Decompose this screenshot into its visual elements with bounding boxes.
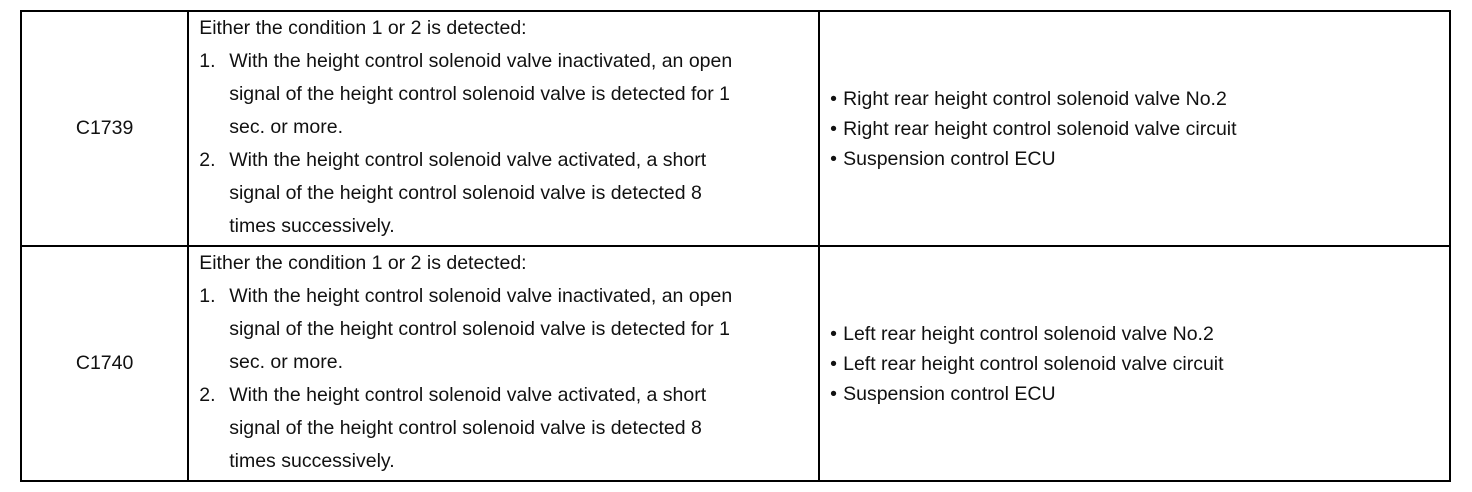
trouble-area-item — [830, 319, 1449, 349]
condition-item — [199, 379, 818, 478]
trouble-area-text: Suspension control ECU — [843, 147, 1056, 170]
condition-number: 1. — [199, 50, 216, 72]
dtc-code: C1740 — [75, 352, 134, 374]
table-row — [21, 246, 1450, 481]
trouble-area-item — [830, 349, 1449, 379]
table-row — [21, 11, 1450, 246]
bullet-icon: • — [830, 352, 837, 375]
condition-intro: Either the condition 1 or 2 is detected: — [199, 17, 527, 39]
dtc-code-cell — [21, 246, 188, 481]
dtc-table — [20, 10, 1451, 482]
condition-item — [199, 45, 818, 144]
condition-number: 2. — [199, 149, 216, 171]
detection-condition-cell — [188, 246, 819, 481]
trouble-area-cell — [819, 11, 1450, 246]
bullet-icon: • — [830, 382, 837, 405]
bullet-icon: • — [830, 87, 837, 110]
condition-line: sec. or more. — [229, 351, 344, 373]
condition-line: With the height control solenoid valve inactivated, an open — [229, 285, 733, 307]
trouble-area-text: Right rear height control solenoid valve circuit — [843, 117, 1237, 140]
condition-list — [199, 280, 818, 478]
condition-item — [199, 144, 818, 243]
bullet-icon: • — [830, 147, 837, 170]
trouble-area-list — [830, 84, 1449, 174]
trouble-area-item — [830, 144, 1449, 174]
bullet-icon: • — [830, 322, 837, 345]
condition-line: signal of the height control solenoid valve is detected for 1 — [229, 318, 731, 340]
dtc-code: C1739 — [75, 117, 134, 139]
condition-number: 1. — [199, 285, 216, 307]
trouble-area-text: Right rear height control solenoid valve No.2 — [843, 87, 1227, 110]
condition-line: signal of the height control solenoid valve is detected for 1 — [229, 83, 731, 105]
condition-line: With the height control solenoid valve activated, a short — [229, 384, 707, 406]
condition-line: times successively. — [229, 215, 395, 237]
condition-list — [199, 45, 818, 243]
condition-item — [199, 280, 818, 379]
dtc-code-cell — [21, 11, 188, 246]
trouble-area-text: Suspension control ECU — [843, 382, 1056, 405]
condition-number: 2. — [199, 384, 216, 406]
trouble-area-cell — [819, 246, 1450, 481]
trouble-area-item — [830, 114, 1449, 144]
condition-line: times successively. — [229, 450, 395, 472]
condition-line: With the height control solenoid valve activated, a short — [229, 149, 707, 171]
trouble-area-list — [830, 319, 1449, 409]
condition-line: signal of the height control solenoid valve is detected 8 — [229, 182, 702, 204]
condition-line: With the height control solenoid valve inactivated, an open — [229, 50, 733, 72]
trouble-area-item — [830, 379, 1449, 409]
detection-condition-cell — [188, 11, 819, 246]
bullet-icon: • — [830, 117, 837, 140]
trouble-area-item — [830, 84, 1449, 114]
trouble-area-text: Left rear height control solenoid valve No.2 — [843, 322, 1214, 345]
condition-intro: Either the condition 1 or 2 is detected: — [199, 252, 527, 274]
trouble-area-text: Left rear height control solenoid valve circuit — [843, 352, 1224, 375]
condition-line: signal of the height control solenoid valve is detected 8 — [229, 417, 702, 439]
condition-line: sec. or more. — [229, 116, 344, 138]
